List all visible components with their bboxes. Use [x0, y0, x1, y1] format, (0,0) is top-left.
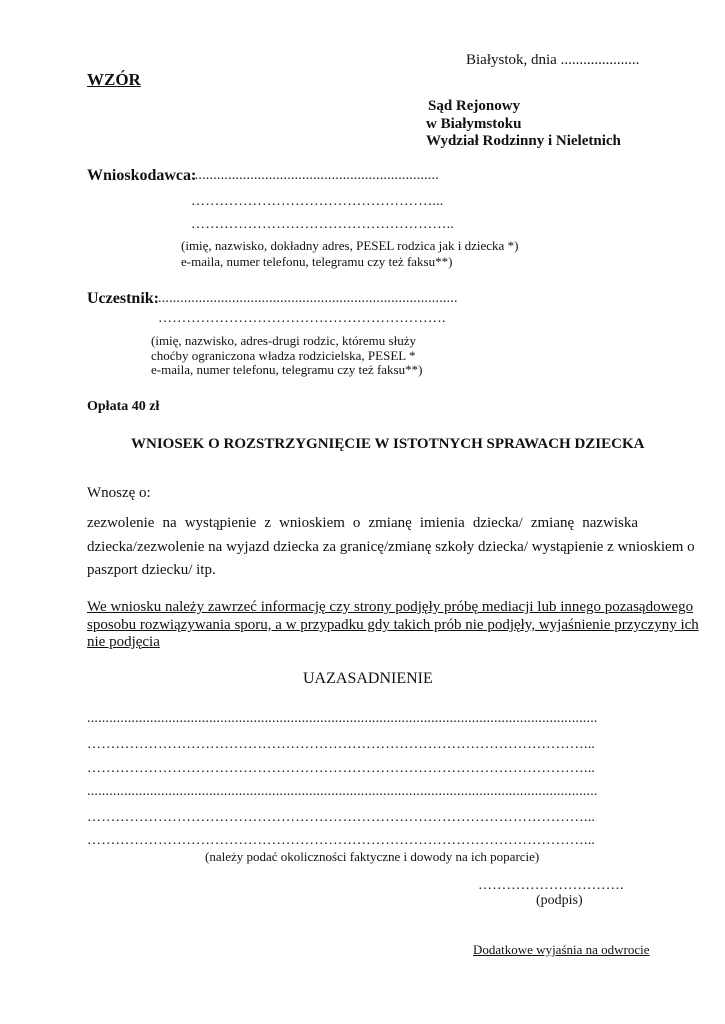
signature-label: (podpis) — [536, 893, 583, 908]
request-intro: Wnoszę o: — [87, 485, 151, 501]
mediation-note-line-2: sposobu rozwiązywania sporu, a w przypadku gdy takich prób nie podjęły, wyjaśnienie przyczyny ich — [87, 617, 699, 633]
place-date: Białystok, dnia ..................... — [466, 52, 640, 68]
participant-note-3: e-maila, numer telefonu, telegramu czy też faksu**) — [151, 362, 423, 377]
signature-line: …………………………. — [478, 878, 624, 893]
justification-line: .......................................................................................................................................... — [87, 784, 598, 799]
participant-note-1: (imię, nazwisko, adres-drugi rodzic, któremu służy — [151, 333, 416, 348]
fee-label: Opłata 40 zł — [87, 399, 160, 414]
applicant-note-1: (imię, nazwisko, dokładny adres, PESEL rodzica jak i dziecka *) — [181, 238, 519, 253]
court-name: Sąd Rejonowy — [428, 98, 521, 114]
participant-note-2: choćby ograniczona władza rodzicielska, PESEL * — [151, 348, 416, 363]
mediation-note-line-3: nie podjęcia — [87, 634, 160, 650]
request-body-line-3: paszport dziecku/ itp. — [87, 562, 216, 578]
participant-label: Uczestnik: — [87, 290, 159, 307]
applicant-field-line-1: ................................................................... — [191, 168, 439, 183]
applicant-field-line-3: ……………………………………………….. — [191, 217, 454, 232]
justification-line: ……………………………………………………………………………………………... — [87, 810, 596, 825]
template-label: WZÓR — [87, 70, 141, 89]
justification-line: ……………………………………………………………………………………………... — [87, 761, 596, 776]
court-division: Wydział Rodzinny i Nieletnich — [426, 133, 621, 149]
participant-field-line-2: ……………………………………………………. — [158, 311, 446, 326]
footer-note: Dodatkowe wyjaśnia na odwrocie — [473, 942, 650, 957]
justification-line: ……………………………………………………………………………………………... — [87, 833, 596, 848]
justification-heading: UAZASADNIENIE — [303, 670, 433, 687]
participant-field-line-1: ................................................................................. — [158, 291, 458, 306]
justification-note: (należy podać okoliczności faktyczne i dowody na ich poparcie) — [205, 849, 540, 864]
applicant-label: Wnioskodawca: — [87, 167, 197, 184]
request-body-line-1: zezwolenie na wystąpienie z wnioskiem o zmianę imienia dziecka/ zmianę nazwiska — [87, 515, 638, 531]
mediation-note-line-1: We wniosku należy zawrzeć informację czy strony podjęły próbę mediacji lub innego pozasądowego — [87, 599, 694, 615]
justification-line: .......................................................................................................................................... — [87, 711, 598, 726]
applicant-field-line-2: ……………………………………………... — [191, 194, 444, 209]
applicant-note-2: e-maila, numer telefonu, telegramu czy też faksu**) — [181, 254, 453, 269]
justification-line: ……………………………………………………………………………………………... — [87, 737, 596, 752]
court-city: w Białymstoku — [426, 116, 522, 132]
request-body-line-2: dziecka/zezwolenie na wyjazd dziecka za granicę/zmianę szkoły dziecka/ wystąpienie z wnioskiem o — [87, 539, 695, 555]
document-title: WNIOSEK O ROZSTRZYGNIĘCIE W ISTOTNYCH SPRAWACH DZIECKA — [131, 436, 645, 452]
